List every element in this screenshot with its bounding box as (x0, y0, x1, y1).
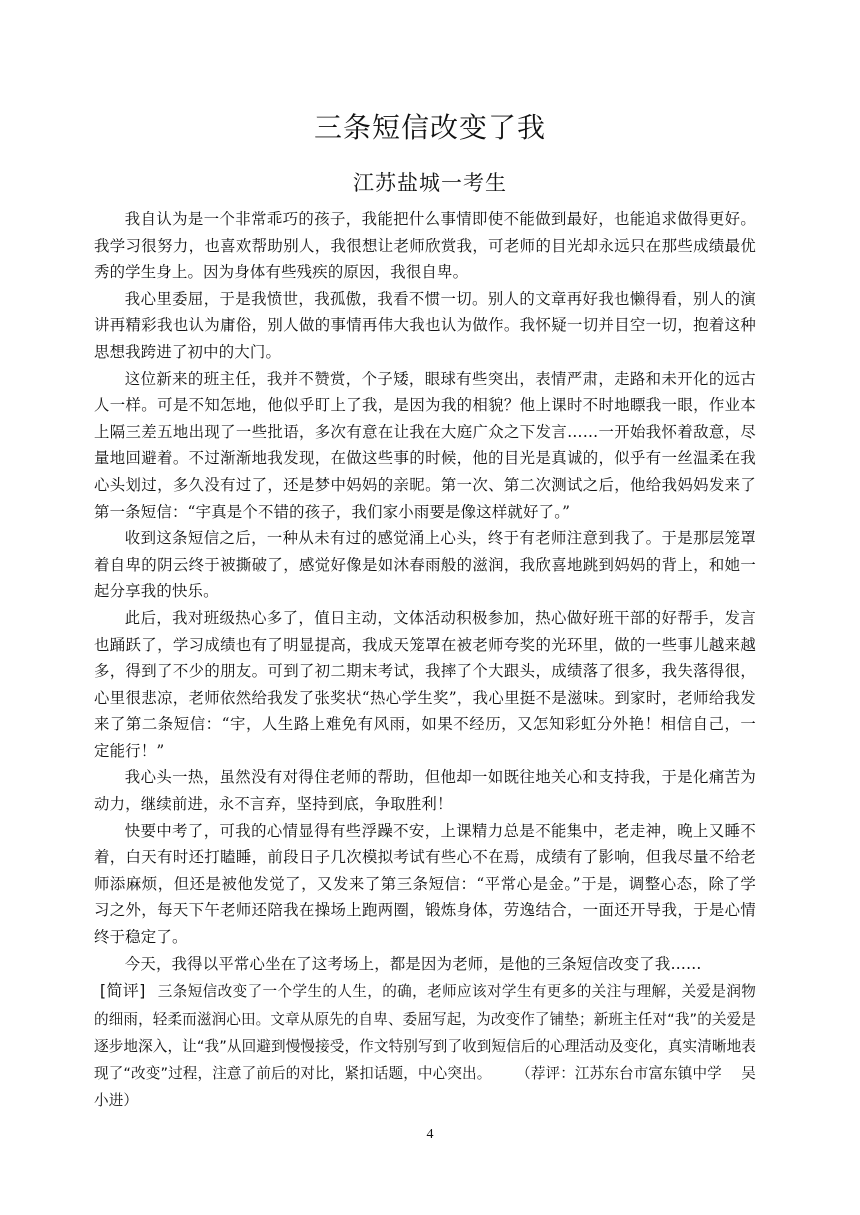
paragraph: 此后，我对班级热心多了，值日主动，文体活动积极参加，热心做好班干部的好帮手，发言也踊跃了，学习成绩也有了明显提高，我成天笼罩在被老师夸奖的光环里，做的一些事儿越来越多，得到了不少的朋友。可到了初二期末考试，我摔了个大跟头，成绩落了很多，我失落得很，心里很悲凉，老师依然给我发了张奖状“热心学生奖”，我心里挺不是滋味。到家时，老师给我发来了第二条短信：“宇，人生路上难免有风雨，如果不经历，又怎知彩虹分外艳！相信自己，一定能行！” (94, 608, 756, 760)
paragraph: 我自认为是一个非常乖巧的孩子，我能把什么事情即使不能做到最好，也能追求做得更好。我学习很努力，也喜欢帮助别人，我很想让老师欣赏我，可老师的目光却永远只在那些成绩最优秀的学生身上。因为身体有些残疾的原因，我很自卑。 (94, 210, 756, 282)
review-paragraph (94, 977, 756, 1114)
paragraph: 快要中考了，可我的心情显得有些浮躁不安，上课精力总是不能集中，老走神，晚上又睡不着，白天有时还打瞌睡，前段日子几次模拟考试有些心不在焉，成绩有了影响，但我尽量不给老师添麻烦，但还是被他发觉了，又发来了第三条短信：“平常心是金。”于是，调整心态，除了学习之外，每天下午老师还陪我在操场上跑两圈，锻炼身体，劳逸结合，一面还开导我，于是心情终于稳定了。 (94, 821, 756, 947)
paragraph: 我心里委屈，于是我愤世，我孤傲，我看不惯一切。别人的文章再好我也懒得看，别人的演讲再精彩我也认为庸俗，别人做的事情再伟大我也认为做作。我怀疑一切并目空一切，抱着这种思想我跨进了初中的大门。 (94, 289, 756, 361)
page-number: 4 (426, 1127, 434, 1142)
paragraph: 我心头一热，虽然没有对得住老师的帮助，但他却一如既往地关心和支持我，于是化痛苦为动力，继续前进，永不言弃，坚持到底，争取胜利！ (94, 768, 756, 814)
review-tag: [简评] (99, 981, 146, 1001)
review-text: 三条短信改变了一个学生的人生，的确，老师应该对学生有更多的关注与理解，关爱是润物的细雨，轻柔而滋润心田。文章从原先的自卑、委屈写起，为改变作了铺垫；新班主任对“我”的关爱是逐步地深入，让“我”从回避到慢慢接受，作文特别写到了收到短信后的心理活动及变化，真实清晰地表现了“改变”过程，注意了前后的对比，紧扣话题，中心突出。 (94, 983, 756, 1083)
article-title: 三条短信改变了我 (313, 111, 546, 144)
paragraph: 今天，我得以平常心坐在了这考场上，都是因为老师，是他的三条短信改变了我…… (124, 954, 702, 973)
paragraph: 这位新来的班主任，我并不赞赏，个子矮，眼球有些突出，表情严肃，走路和未开化的远古人一样。可是不知怎地，他似乎盯上了我，是因为我的相貌？他上课时不时地瞟我一眼，作业本上隔三差五地出现了一些批语，多次有意在让我在大庭广众之下发言……一开始我怀着敌意，尽量地回避着。不过渐渐地我发现，在做这些事的时候，他的目光是真诚的，似乎有一丝温柔在我心头划过，多久没有过了，还是梦中妈妈的亲昵。第一次、第二次测试之后，他给我妈妈发来了第一条短信：“宇真是个不错的孩子，我们家小雨要是像这样就好了。” (94, 369, 756, 521)
review-recommender: （荐评：江苏东台市富东镇中学 吴小进） (94, 1065, 756, 1110)
paragraph: 收到这条短信之后，一种从未有过的感觉涌上心头，终于有老师注意到我了。于是那层笼罩着自卑的阴云终于被撕破了，感觉好像是如沐春雨般的滋润，我欣喜地跳到妈妈的背上，和她一起分享我的快乐。 (94, 529, 756, 601)
article-author: 江苏盐城一考生 (353, 171, 507, 195)
article-body (94, 206, 756, 1115)
